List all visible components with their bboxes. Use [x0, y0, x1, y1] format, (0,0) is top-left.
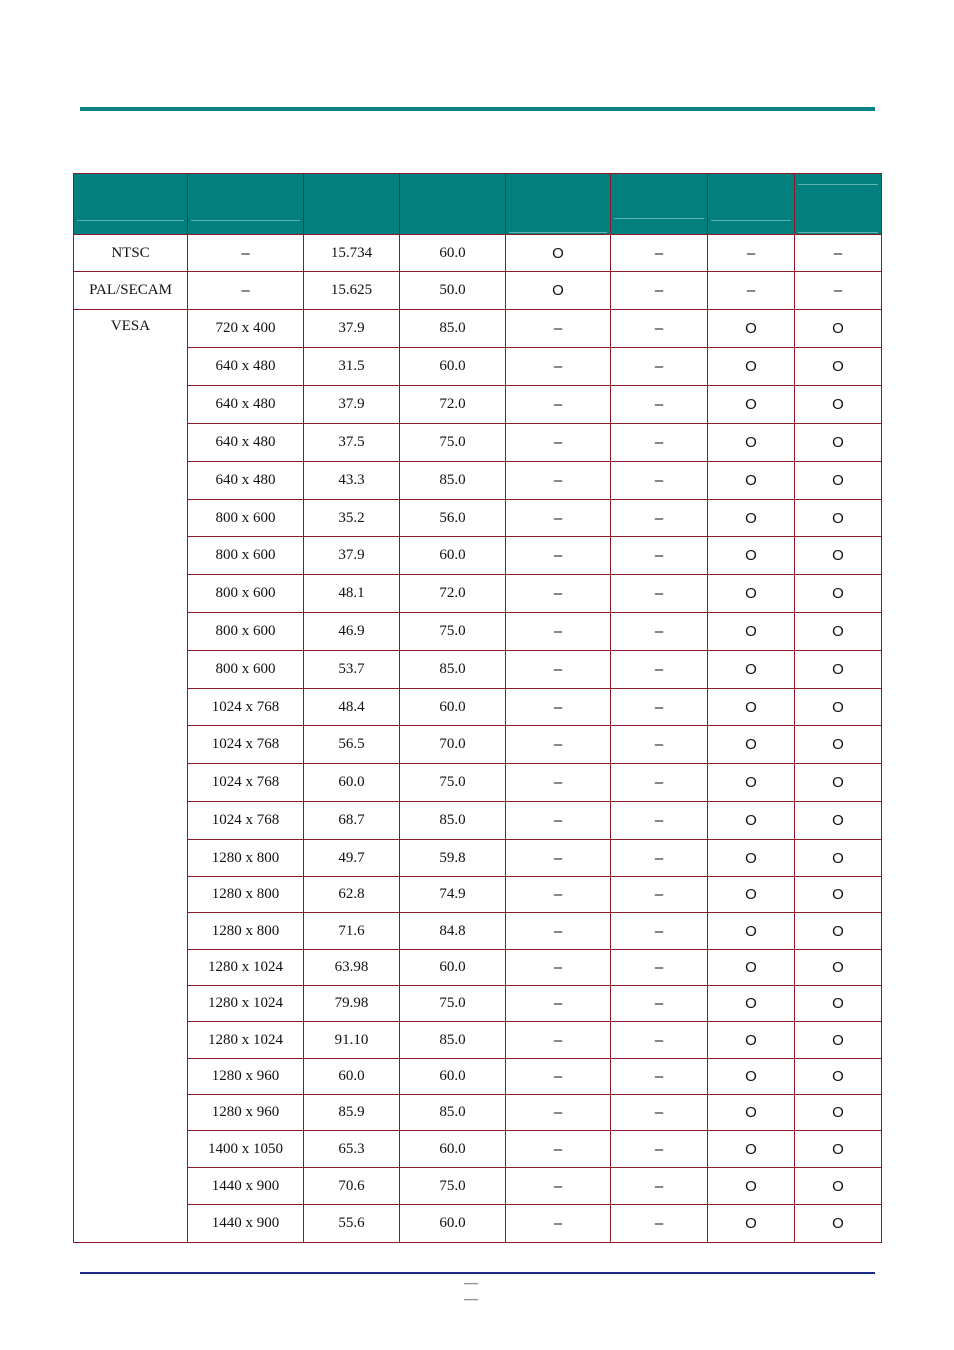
h-sync-cell: 56.5	[304, 726, 400, 764]
support-cell-3: –	[708, 272, 795, 310]
h-sync-cell: 43.3	[304, 462, 400, 500]
v-sync-cell: 75.0	[400, 424, 506, 462]
support-cell-1: –	[506, 726, 611, 764]
support-cell-1: –	[506, 1131, 611, 1168]
timing-table	[73, 173, 882, 1243]
header-cell-signal	[74, 174, 188, 235]
support-cell-4: O	[795, 913, 882, 950]
table-row	[74, 1205, 882, 1243]
support-cell-3: –	[708, 235, 795, 272]
header-cell-resolution	[188, 174, 304, 235]
support-cell-3: O	[708, 1059, 795, 1095]
support-cell-3: O	[708, 537, 795, 575]
support-cell-4: O	[795, 424, 882, 462]
support-cell-2: –	[611, 726, 708, 764]
support-cell-2: –	[611, 913, 708, 950]
h-sync-cell: 46.9	[304, 613, 400, 651]
support-cell-2: –	[611, 537, 708, 575]
support-cell-4: O	[795, 1168, 882, 1205]
h-sync-cell: 85.9	[304, 1095, 400, 1131]
v-sync-cell: 72.0	[400, 575, 506, 613]
support-cell-2: –	[611, 500, 708, 537]
support-cell-3: O	[708, 1168, 795, 1205]
table-row	[74, 1095, 882, 1131]
support-cell-2: –	[611, 1131, 708, 1168]
support-cell-3: O	[708, 651, 795, 689]
support-cell-3: O	[708, 500, 795, 537]
support-cell-2: –	[611, 386, 708, 424]
v-sync-cell: 85.0	[400, 462, 506, 500]
header-cell-col-2	[611, 174, 708, 235]
support-cell-4: O	[795, 726, 882, 764]
signal-cell: VESA	[74, 310, 188, 1243]
support-cell-3: O	[708, 764, 795, 802]
support-cell-1: O	[506, 235, 611, 272]
support-cell-3: O	[708, 348, 795, 386]
support-cell-1: –	[506, 1205, 611, 1243]
support-cell-4: O	[795, 613, 882, 651]
resolution-cell: 1280 x 1024	[188, 950, 304, 986]
resolution-cell: 1024 x 768	[188, 726, 304, 764]
h-sync-cell: 60.0	[304, 764, 400, 802]
support-cell-2: –	[611, 613, 708, 651]
v-sync-cell: 85.0	[400, 802, 506, 840]
v-sync-cell: 85.0	[400, 651, 506, 689]
v-sync-cell: 85.0	[400, 1022, 506, 1059]
header-cell-col-3	[708, 174, 795, 235]
support-cell-2: –	[611, 651, 708, 689]
support-cell-2: –	[611, 462, 708, 500]
support-cell-4: –	[795, 272, 882, 310]
support-cell-3: O	[708, 462, 795, 500]
v-sync-cell: 70.0	[400, 726, 506, 764]
support-cell-1: –	[506, 764, 611, 802]
support-cell-2: –	[611, 1022, 708, 1059]
table-row	[74, 1059, 882, 1095]
table-row	[74, 726, 882, 764]
support-cell-1: –	[506, 310, 611, 348]
support-cell-3: O	[708, 986, 795, 1022]
table-row	[74, 462, 882, 500]
table-row	[74, 950, 882, 986]
v-sync-cell: 60.0	[400, 1205, 506, 1243]
h-sync-cell: 70.6	[304, 1168, 400, 1205]
support-cell-4: O	[795, 986, 882, 1022]
support-cell-1: –	[506, 877, 611, 913]
table-row	[74, 613, 882, 651]
h-sync-cell: 37.9	[304, 537, 400, 575]
table-row	[74, 310, 882, 348]
support-cell-2: –	[611, 877, 708, 913]
table-row	[74, 913, 882, 950]
support-cell-4: O	[795, 1022, 882, 1059]
h-sync-cell: 37.9	[304, 386, 400, 424]
support-cell-3: O	[708, 840, 795, 877]
support-cell-2: –	[611, 235, 708, 272]
resolution-cell: 1280 x 960	[188, 1095, 304, 1131]
support-cell-1: O	[506, 272, 611, 310]
support-cell-4: O	[795, 877, 882, 913]
support-cell-3: O	[708, 613, 795, 651]
v-sync-cell: 50.0	[400, 272, 506, 310]
h-sync-cell: 15.734	[304, 235, 400, 272]
support-cell-3: O	[708, 877, 795, 913]
resolution-cell: 800 x 600	[188, 575, 304, 613]
table-row	[74, 840, 882, 877]
resolution-cell: 1280 x 800	[188, 840, 304, 877]
resolution-cell: –	[188, 272, 304, 310]
header-cell-v-sync	[400, 174, 506, 235]
support-cell-1: –	[506, 348, 611, 386]
footer-rule	[80, 1272, 875, 1274]
v-sync-cell: 75.0	[400, 613, 506, 651]
h-sync-cell: 79.98	[304, 986, 400, 1022]
v-sync-cell: 72.0	[400, 386, 506, 424]
header-cell-col-1	[506, 174, 611, 235]
support-cell-3: O	[708, 386, 795, 424]
table-row	[74, 348, 882, 386]
support-cell-1: –	[506, 424, 611, 462]
h-sync-cell: 60.0	[304, 1059, 400, 1095]
h-sync-cell: 31.5	[304, 348, 400, 386]
v-sync-cell: 60.0	[400, 235, 506, 272]
support-cell-4: O	[795, 1205, 882, 1243]
v-sync-cell: 59.8	[400, 840, 506, 877]
support-cell-1: –	[506, 500, 611, 537]
support-cell-1: –	[506, 613, 611, 651]
support-cell-3: O	[708, 950, 795, 986]
table-row	[74, 1168, 882, 1205]
v-sync-cell: 60.0	[400, 1059, 506, 1095]
support-cell-1: –	[506, 1095, 611, 1131]
resolution-cell: 640 x 480	[188, 386, 304, 424]
support-cell-1: –	[506, 802, 611, 840]
support-cell-1: –	[506, 386, 611, 424]
resolution-cell: 1024 x 768	[188, 689, 304, 726]
support-cell-3: O	[708, 689, 795, 726]
v-sync-cell: 75.0	[400, 764, 506, 802]
support-cell-4: O	[795, 537, 882, 575]
h-sync-cell: 62.8	[304, 877, 400, 913]
table-row	[74, 386, 882, 424]
table-row	[74, 689, 882, 726]
support-cell-4: O	[795, 802, 882, 840]
support-cell-2: –	[611, 1205, 708, 1243]
table-row	[74, 272, 882, 310]
resolution-cell: 720 x 400	[188, 310, 304, 348]
h-sync-cell: 53.7	[304, 651, 400, 689]
table-row	[74, 1131, 882, 1168]
resolution-cell: 800 x 600	[188, 500, 304, 537]
support-cell-3: O	[708, 575, 795, 613]
signal-cell: PAL/SECAM	[74, 272, 188, 310]
support-cell-2: –	[611, 950, 708, 986]
h-sync-cell: 15.625	[304, 272, 400, 310]
v-sync-cell: 74.9	[400, 877, 506, 913]
v-sync-cell: 75.0	[400, 1168, 506, 1205]
table-row	[74, 764, 882, 802]
header-rule	[80, 107, 875, 111]
support-cell-4: O	[795, 1059, 882, 1095]
h-sync-cell: 71.6	[304, 913, 400, 950]
support-cell-1: –	[506, 689, 611, 726]
support-cell-1: –	[506, 1022, 611, 1059]
support-cell-2: –	[611, 689, 708, 726]
resolution-cell: –	[188, 235, 304, 272]
table-body	[74, 235, 882, 1243]
support-cell-2: –	[611, 575, 708, 613]
h-sync-cell: 37.9	[304, 310, 400, 348]
signal-cell: NTSC	[74, 235, 188, 272]
resolution-cell: 640 x 480	[188, 462, 304, 500]
support-cell-3: O	[708, 1095, 795, 1131]
resolution-cell: 800 x 600	[188, 651, 304, 689]
support-cell-1: –	[506, 913, 611, 950]
table-row	[74, 986, 882, 1022]
support-cell-4: O	[795, 386, 882, 424]
support-cell-2: –	[611, 272, 708, 310]
h-sync-cell: 65.3	[304, 1131, 400, 1168]
support-cell-2: –	[611, 348, 708, 386]
support-cell-4: O	[795, 500, 882, 537]
support-cell-4: O	[795, 462, 882, 500]
resolution-cell: 640 x 480	[188, 348, 304, 386]
support-cell-3: O	[708, 424, 795, 462]
support-cell-1: –	[506, 986, 611, 1022]
support-cell-2: –	[611, 840, 708, 877]
support-cell-4: O	[795, 1131, 882, 1168]
h-sync-cell: 63.98	[304, 950, 400, 986]
resolution-cell: 1024 x 768	[188, 764, 304, 802]
support-cell-3: O	[708, 1022, 795, 1059]
resolution-cell: 800 x 600	[188, 537, 304, 575]
resolution-cell: 1280 x 1024	[188, 986, 304, 1022]
h-sync-cell: 48.4	[304, 689, 400, 726]
support-cell-2: –	[611, 1095, 708, 1131]
table-row	[74, 575, 882, 613]
support-cell-4: –	[795, 235, 882, 272]
resolution-cell: 640 x 480	[188, 424, 304, 462]
support-cell-4: O	[795, 764, 882, 802]
support-cell-2: –	[611, 424, 708, 462]
support-cell-3: O	[708, 310, 795, 348]
support-cell-3: O	[708, 913, 795, 950]
support-cell-4: O	[795, 348, 882, 386]
footer-page-marks: — —	[464, 1276, 496, 1307]
v-sync-cell: 60.0	[400, 689, 506, 726]
table-header-row	[74, 174, 882, 235]
header-cell-h-sync	[304, 174, 400, 235]
resolution-cell: 1440 x 900	[188, 1168, 304, 1205]
h-sync-cell: 91.10	[304, 1022, 400, 1059]
support-cell-4: O	[795, 950, 882, 986]
support-cell-4: O	[795, 310, 882, 348]
header-cell-col-4	[795, 174, 882, 235]
support-cell-4: O	[795, 651, 882, 689]
support-cell-1: –	[506, 1168, 611, 1205]
support-cell-3: O	[708, 802, 795, 840]
table-row	[74, 802, 882, 840]
resolution-cell: 1280 x 1024	[188, 1022, 304, 1059]
h-sync-cell: 49.7	[304, 840, 400, 877]
v-sync-cell: 85.0	[400, 1095, 506, 1131]
table-row	[74, 537, 882, 575]
v-sync-cell: 84.8	[400, 913, 506, 950]
table-row	[74, 424, 882, 462]
support-cell-1: –	[506, 651, 611, 689]
support-cell-1: –	[506, 575, 611, 613]
resolution-cell: 1400 x 1050	[188, 1131, 304, 1168]
support-cell-1: –	[506, 537, 611, 575]
support-cell-2: –	[611, 986, 708, 1022]
h-sync-cell: 35.2	[304, 500, 400, 537]
h-sync-cell: 55.6	[304, 1205, 400, 1243]
support-cell-4: O	[795, 840, 882, 877]
support-cell-1: –	[506, 950, 611, 986]
support-cell-4: O	[795, 1095, 882, 1131]
resolution-cell: 1280 x 800	[188, 877, 304, 913]
v-sync-cell: 85.0	[400, 310, 506, 348]
support-cell-3: O	[708, 1205, 795, 1243]
resolution-cell: 1024 x 768	[188, 802, 304, 840]
resolution-cell: 800 x 600	[188, 613, 304, 651]
support-cell-4: O	[795, 575, 882, 613]
table-row	[74, 500, 882, 537]
h-sync-cell: 48.1	[304, 575, 400, 613]
v-sync-cell: 60.0	[400, 1131, 506, 1168]
v-sync-cell: 56.0	[400, 500, 506, 537]
support-cell-2: –	[611, 802, 708, 840]
h-sync-cell: 37.5	[304, 424, 400, 462]
v-sync-cell: 60.0	[400, 950, 506, 986]
table-row	[74, 651, 882, 689]
support-cell-3: O	[708, 726, 795, 764]
resolution-cell: 1280 x 800	[188, 913, 304, 950]
support-cell-4: O	[795, 689, 882, 726]
support-cell-1: –	[506, 1059, 611, 1095]
support-cell-2: –	[611, 764, 708, 802]
table-row	[74, 235, 882, 272]
support-cell-2: –	[611, 1059, 708, 1095]
v-sync-cell: 60.0	[400, 537, 506, 575]
support-cell-2: –	[611, 310, 708, 348]
resolution-cell: 1440 x 900	[188, 1205, 304, 1243]
table-row	[74, 1022, 882, 1059]
table-row	[74, 877, 882, 913]
support-cell-2: –	[611, 1168, 708, 1205]
support-cell-1: –	[506, 462, 611, 500]
v-sync-cell: 60.0	[400, 348, 506, 386]
v-sync-cell: 75.0	[400, 986, 506, 1022]
h-sync-cell: 68.7	[304, 802, 400, 840]
support-cell-3: O	[708, 1131, 795, 1168]
support-cell-1: –	[506, 840, 611, 877]
resolution-cell: 1280 x 960	[188, 1059, 304, 1095]
